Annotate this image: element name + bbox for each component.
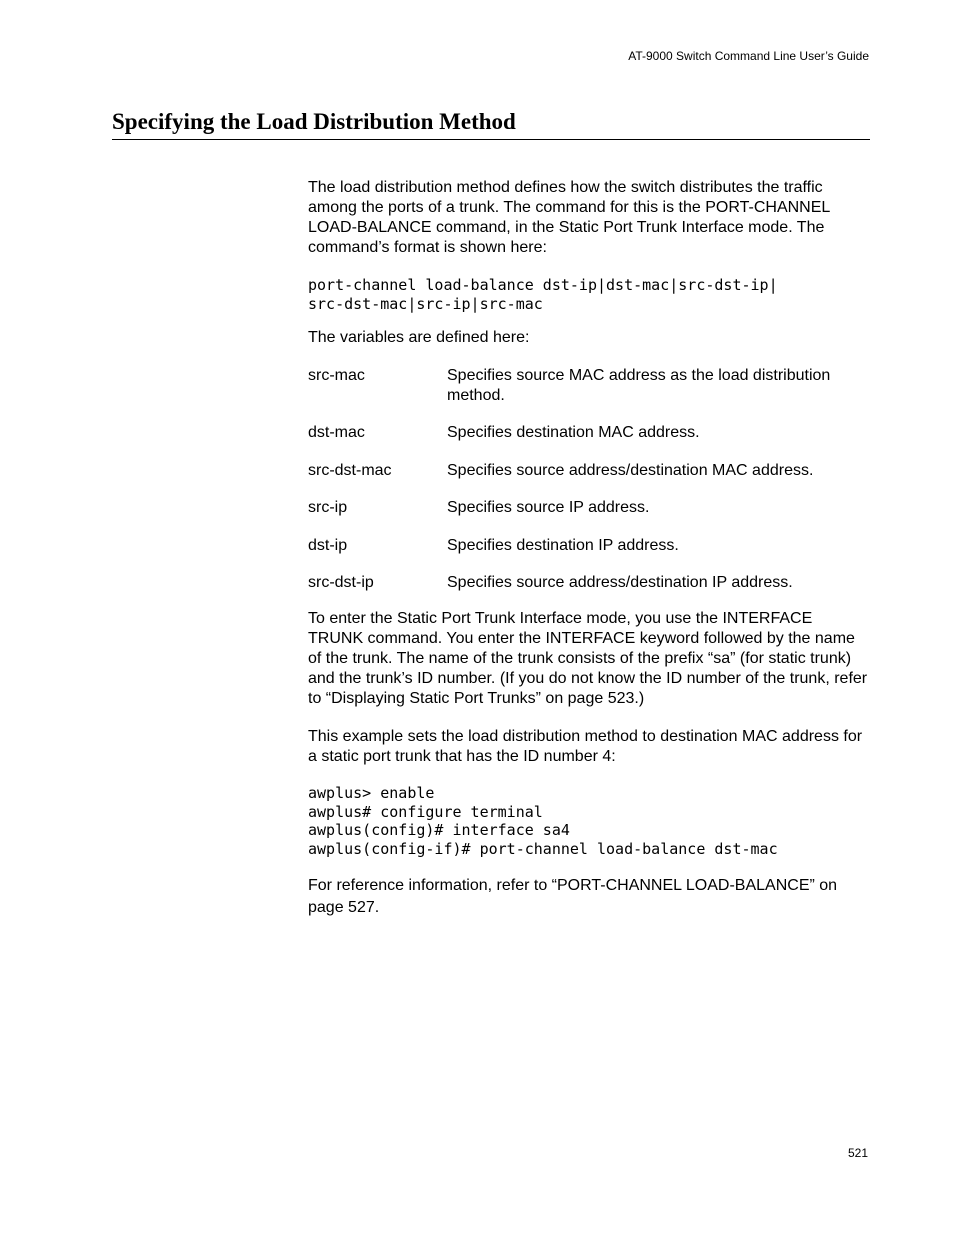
variable-name: dst-mac bbox=[308, 424, 365, 442]
variable-description: Specifies source IP address. bbox=[447, 499, 650, 517]
running-header: AT-9000 Switch Command Line User’s Guide bbox=[628, 49, 869, 63]
variable-name: src-ip bbox=[308, 499, 348, 517]
variable-row bbox=[308, 573, 870, 593]
section-title: Specifying the Load Distribution Method bbox=[112, 109, 516, 134]
reference-paragraph: For reference information, refer to “PORT-CHANNEL LOAD-BALANCE” on page 527. bbox=[308, 876, 838, 916]
example-code-block: awplus> enable awplus# configure terminal awplus(config)# interface sa4 awplus(config-if)# port-channel load-balance dst-mac bbox=[308, 784, 778, 858]
variable-name: dst-ip bbox=[308, 537, 348, 555]
variable-row bbox=[308, 461, 870, 481]
page-number: 521 bbox=[847, 1146, 868, 1160]
variable-row bbox=[308, 423, 870, 443]
variable-row bbox=[308, 498, 870, 518]
example-intro: This example sets the load distribution method to destination MAC address for a static port trunk that has the ID number 4: bbox=[308, 728, 863, 766]
variable-description: Specifies source MAC address as the load distribution method. bbox=[447, 367, 831, 405]
variable-name: src-dst-ip bbox=[308, 574, 374, 592]
variable-row bbox=[308, 366, 870, 406]
variable-description: Specifies destination IP address. bbox=[447, 537, 679, 555]
variable-name: src-mac bbox=[308, 367, 365, 385]
variable-description: Specifies destination MAC address. bbox=[447, 424, 700, 442]
interface-paragraph: To enter the Static Port Trunk Interface mode, you use the INTERFACE TRUNK command. You enter the INTERFACE keyword followed by the name of the trunk. The name of the trunk consists of the prefix “sa” (for static trunk) and the trunk’s ID number. (If you do not know the ID number of the trunk, refer to “Displaying Static Port Trunks” on page 523.) bbox=[308, 610, 868, 708]
intro-paragraph: The load distribution method defines how the switch distributes the traffic among the ports of a trunk. The command for this is the PORT-CHANNEL LOAD-BALANCE command, in the Static Port Trunk Interface mode. The command’s format is shown here: bbox=[308, 179, 830, 256]
variables-list bbox=[308, 366, 870, 593]
variable-description: Specifies source address/destination MAC address. bbox=[447, 462, 814, 480]
variables-intro: The variables are defined here: bbox=[308, 329, 530, 347]
variable-description: Specifies source address/destination IP address. bbox=[447, 574, 793, 592]
variable-name: src-dst-mac bbox=[308, 462, 392, 480]
title-rule bbox=[112, 139, 870, 140]
syntax-code-block: port-channel load-balance dst-ip|dst-mac|src-dst-ip| src-dst-mac|src-ip|src-mac bbox=[308, 276, 778, 313]
variable-row bbox=[308, 536, 870, 556]
body-column bbox=[308, 178, 870, 919]
